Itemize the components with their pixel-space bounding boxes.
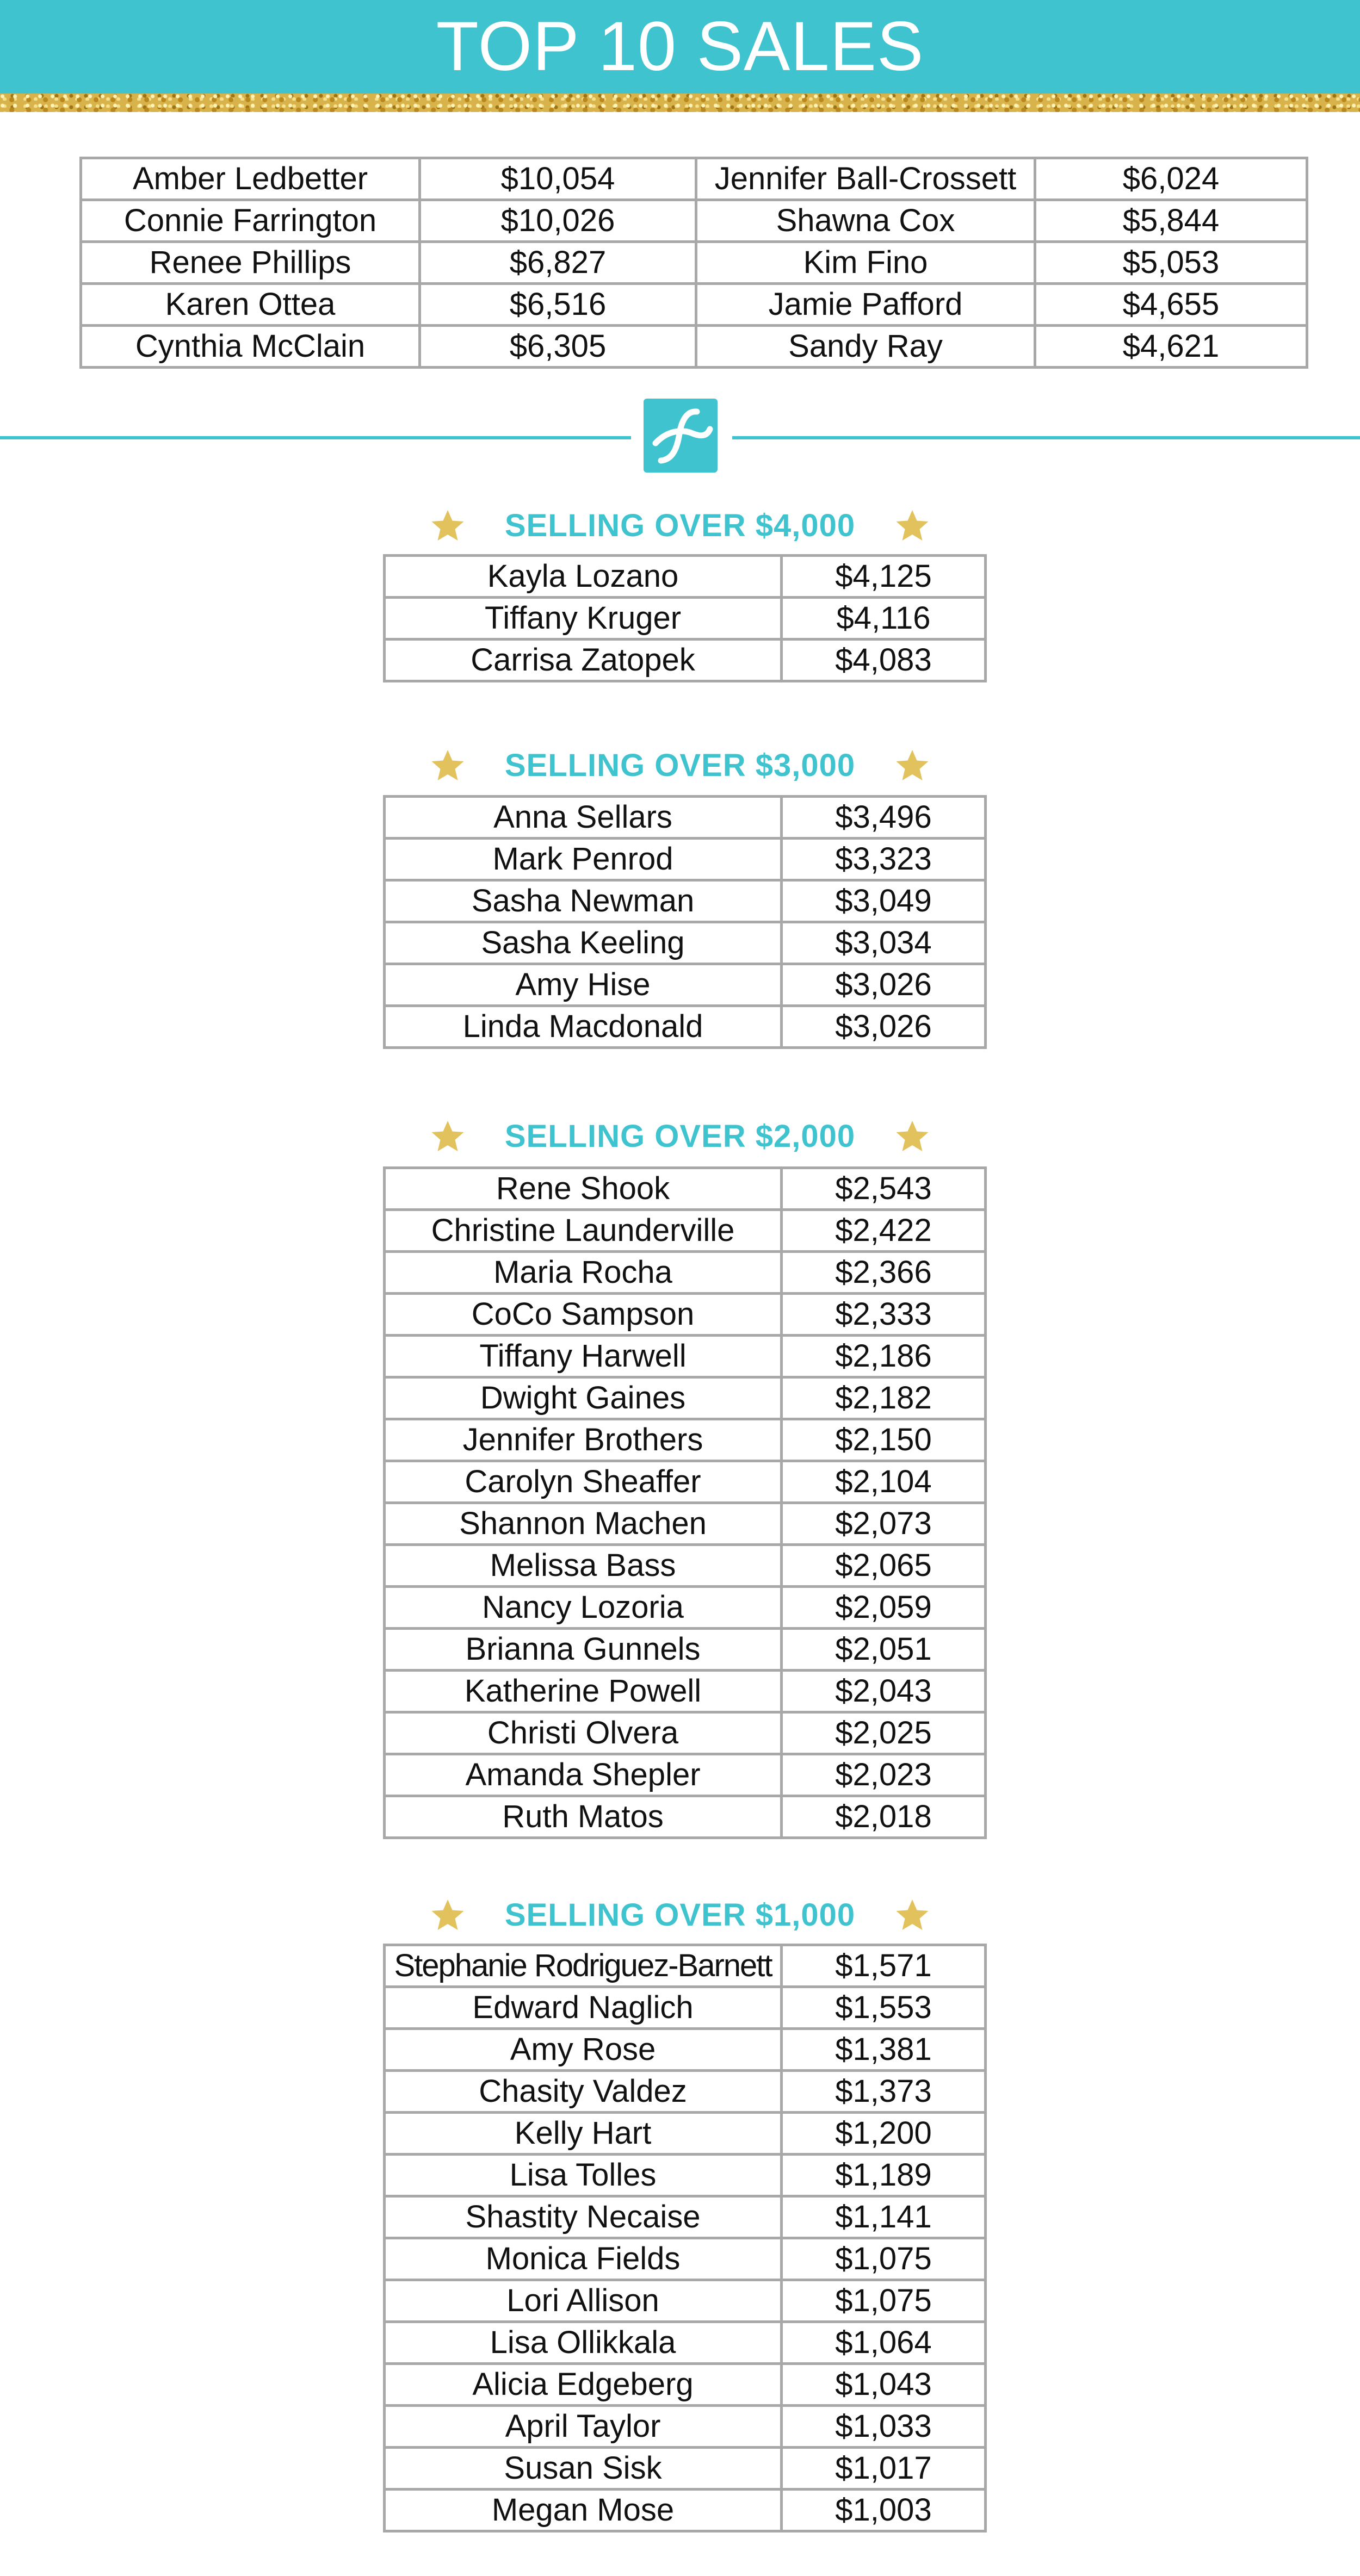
header-banner — [0, 0, 1360, 94]
seller-name: Susan Sisk — [385, 2448, 782, 2490]
seller-name: Rene Shook — [385, 1168, 782, 1210]
star-icon — [894, 1119, 930, 1154]
table-row — [385, 2322, 986, 2364]
seller-name: Sasha Newman — [385, 880, 782, 922]
sales-amount: $1,033 — [782, 2406, 986, 2448]
table-row — [81, 242, 1307, 284]
sales-amount: $4,655 — [1035, 284, 1307, 326]
sales-amount: $2,543 — [782, 1168, 986, 1210]
sales-amount: $1,141 — [782, 2196, 986, 2238]
section-heading-text: SELLING OVER $3,000 — [504, 748, 856, 783]
sales-amount: $1,200 — [782, 2113, 986, 2155]
seller-name: Christine Launderville — [385, 1210, 782, 1252]
table-row — [385, 922, 986, 964]
table-row — [385, 1671, 986, 1712]
seller-name: Kim Fino — [696, 242, 1035, 284]
sales-amount: $2,186 — [782, 1336, 986, 1377]
page-title: TOP 10 SALES — [436, 8, 924, 85]
table-row — [385, 1503, 986, 1545]
table-row — [385, 1754, 986, 1796]
seller-name: Dwight Gaines — [385, 1377, 782, 1419]
table-row — [385, 2029, 986, 2071]
table-row — [385, 1796, 986, 1838]
sales-amount: $6,516 — [420, 284, 696, 326]
sales-amount: $4,621 — [1035, 326, 1307, 368]
seller-name: Monica Fields — [385, 2238, 782, 2280]
table-row — [385, 2448, 986, 2490]
sales-amount: $1,571 — [782, 1945, 986, 1987]
seller-name: Amber Ledbetter — [81, 158, 420, 200]
sales-amount: $1,075 — [782, 2238, 986, 2280]
sales-amount: $2,018 — [782, 1796, 986, 1838]
seller-name: Lisa Tolles — [385, 2155, 782, 2196]
seller-name: Lori Allison — [385, 2280, 782, 2322]
seller-name: Amy Hise — [385, 964, 782, 1006]
sales-amount: $2,025 — [782, 1712, 986, 1754]
table-row — [385, 797, 986, 839]
seller-name: Christi Olvera — [385, 1712, 782, 1754]
star-icon — [430, 748, 466, 784]
table-row — [81, 284, 1307, 326]
tier-table — [383, 795, 987, 1049]
table-row — [385, 1168, 986, 1210]
seller-name: Renee Phillips — [81, 242, 420, 284]
table-row — [385, 1461, 986, 1503]
sales-amount: $2,104 — [782, 1461, 986, 1503]
seller-name: Chasity Valdez — [385, 2071, 782, 2113]
seller-name: Katherine Powell — [385, 1671, 782, 1712]
sales-amount: $1,189 — [782, 2155, 986, 2196]
table-row — [385, 2071, 986, 2113]
divider-line-left — [0, 436, 631, 439]
sales-amount: $10,054 — [420, 158, 696, 200]
table-row — [385, 2196, 986, 2238]
seller-name: Ruth Matos — [385, 1796, 782, 1838]
sales-amount: $2,051 — [782, 1629, 986, 1671]
table-row — [385, 2364, 986, 2406]
table-row — [385, 2490, 986, 2531]
sales-amount: $1,064 — [782, 2322, 986, 2364]
seller-name: Amy Rose — [385, 2029, 782, 2071]
star-icon — [430, 1119, 466, 1154]
sales-amount: $1,075 — [782, 2280, 986, 2322]
sales-amount: $2,150 — [782, 1419, 986, 1461]
section-heading — [381, 1115, 979, 1158]
table-row — [385, 839, 986, 880]
table-row — [385, 1336, 986, 1377]
seller-name: Jamie Pafford — [696, 284, 1035, 326]
sales-amount: $2,065 — [782, 1545, 986, 1587]
sales-amount: $3,026 — [782, 1006, 986, 1048]
tier-table — [383, 554, 987, 682]
tier-table — [383, 1944, 987, 2532]
tier-table — [383, 1166, 987, 1839]
seller-name: Tiffany Kruger — [385, 598, 782, 640]
seller-name: Mark Penrod — [385, 839, 782, 880]
table-row — [385, 1712, 986, 1754]
table-row — [385, 1945, 986, 1987]
seller-name: Melissa Bass — [385, 1545, 782, 1587]
star-icon — [430, 508, 466, 544]
seller-name: Kayla Lozano — [385, 556, 782, 598]
sales-amount: $2,182 — [782, 1377, 986, 1419]
sales-amount: $4,083 — [782, 640, 986, 681]
sales-amount: $4,125 — [782, 556, 986, 598]
star-icon — [894, 1897, 930, 1933]
section-heading — [381, 744, 979, 787]
star-icon — [894, 508, 930, 544]
seller-name: Jennifer Brothers — [385, 1419, 782, 1461]
seller-name: Maria Rocha — [385, 1252, 782, 1294]
sales-amount: $5,844 — [1035, 200, 1307, 242]
table-row — [385, 1210, 986, 1252]
table-row — [385, 556, 986, 598]
table-row — [385, 2280, 986, 2322]
sales-amount: $6,024 — [1035, 158, 1307, 200]
sales-amount: $6,827 — [420, 242, 696, 284]
seller-name: Linda Macdonald — [385, 1006, 782, 1048]
sales-amount: $5,053 — [1035, 242, 1307, 284]
seller-name: Alicia Edgeberg — [385, 2364, 782, 2406]
seller-name: Carolyn Sheaffer — [385, 1461, 782, 1503]
seller-name: Amanda Shepler — [385, 1754, 782, 1796]
seller-name: Shawna Cox — [696, 200, 1035, 242]
sales-amount: $1,553 — [782, 1987, 986, 2029]
seller-name: Anna Sellars — [385, 797, 782, 839]
sales-amount: $10,026 — [420, 200, 696, 242]
seller-name: Kelly Hart — [385, 2113, 782, 2155]
sales-amount: $1,017 — [782, 2448, 986, 2490]
star-icon — [894, 748, 930, 784]
sales-amount: $2,366 — [782, 1252, 986, 1294]
seller-name: Shastity Necaise — [385, 2196, 782, 2238]
section-heading-text: SELLING OVER $1,000 — [504, 1897, 856, 1933]
sales-amount: $3,026 — [782, 964, 986, 1006]
seller-name: Sandy Ray — [696, 326, 1035, 368]
divider-line-right — [732, 436, 1360, 439]
table-row — [385, 1252, 986, 1294]
table-row — [385, 598, 986, 640]
seller-name: Stephanie Rodriguez-Barnett — [385, 1945, 782, 1987]
sales-amount: $3,323 — [782, 839, 986, 880]
table-row — [385, 1006, 986, 1048]
sales-amount: $2,043 — [782, 1671, 986, 1712]
gold-glitter-strip — [0, 94, 1360, 112]
table-row — [385, 2113, 986, 2155]
seller-name: Connie Farrington — [81, 200, 420, 242]
section-heading — [381, 504, 979, 548]
table-row — [81, 200, 1307, 242]
seller-name: Nancy Lozoria — [385, 1587, 782, 1629]
table-row — [385, 1377, 986, 1419]
table-row — [385, 964, 986, 1006]
seller-name: Cynthia McClain — [81, 326, 420, 368]
sales-amount: $1,003 — [782, 2490, 986, 2531]
sales-amount: $1,373 — [782, 2071, 986, 2113]
table-row — [385, 1419, 986, 1461]
table-row — [385, 1987, 986, 2029]
sales-amount: $3,496 — [782, 797, 986, 839]
sales-amount: $2,059 — [782, 1587, 986, 1629]
sales-amount: $1,043 — [782, 2364, 986, 2406]
table-row — [385, 2238, 986, 2280]
star-icon — [430, 1897, 466, 1933]
section-heading-text: SELLING OVER $4,000 — [504, 508, 856, 543]
section-heading-text: SELLING OVER $2,000 — [504, 1119, 856, 1154]
table-row — [385, 1545, 986, 1587]
table-row — [385, 1629, 986, 1671]
sales-amount: $6,305 — [420, 326, 696, 368]
sales-amount: $4,116 — [782, 598, 986, 640]
sales-amount: $2,023 — [782, 1754, 986, 1796]
table-row — [385, 2406, 986, 2448]
sales-amount: $2,073 — [782, 1503, 986, 1545]
seller-name: Tiffany Harwell — [385, 1336, 782, 1377]
seller-name: CoCo Sampson — [385, 1294, 782, 1336]
seller-name: Shannon Machen — [385, 1503, 782, 1545]
table-row — [385, 1587, 986, 1629]
table-row — [81, 158, 1307, 200]
table-row — [385, 1294, 986, 1336]
seller-name: Jennifer Ball-Crossett — [696, 158, 1035, 200]
sales-amount: $3,049 — [782, 880, 986, 922]
seller-name: Edward Naglich — [385, 1987, 782, 2029]
table-row — [81, 326, 1307, 368]
sales-amount: $3,034 — [782, 922, 986, 964]
seller-name: Sasha Keeling — [385, 922, 782, 964]
seller-name: Brianna Gunnels — [385, 1629, 782, 1671]
seller-name: Lisa Ollikkala — [385, 2322, 782, 2364]
sales-amount: $2,333 — [782, 1294, 986, 1336]
sales-amount: $1,381 — [782, 2029, 986, 2071]
sales-amount: $2,422 — [782, 1210, 986, 1252]
seller-name: Megan Mose — [385, 2490, 782, 2531]
table-row — [385, 2155, 986, 2196]
section-heading — [381, 1894, 979, 1937]
table-row — [385, 640, 986, 681]
seller-name: Karen Ottea — [81, 284, 420, 326]
top10-table — [79, 157, 1308, 369]
seller-name: Carrisa Zatopek — [385, 640, 782, 681]
brand-logo-icon — [644, 399, 718, 473]
table-row — [385, 880, 986, 922]
seller-name: April Taylor — [385, 2406, 782, 2448]
